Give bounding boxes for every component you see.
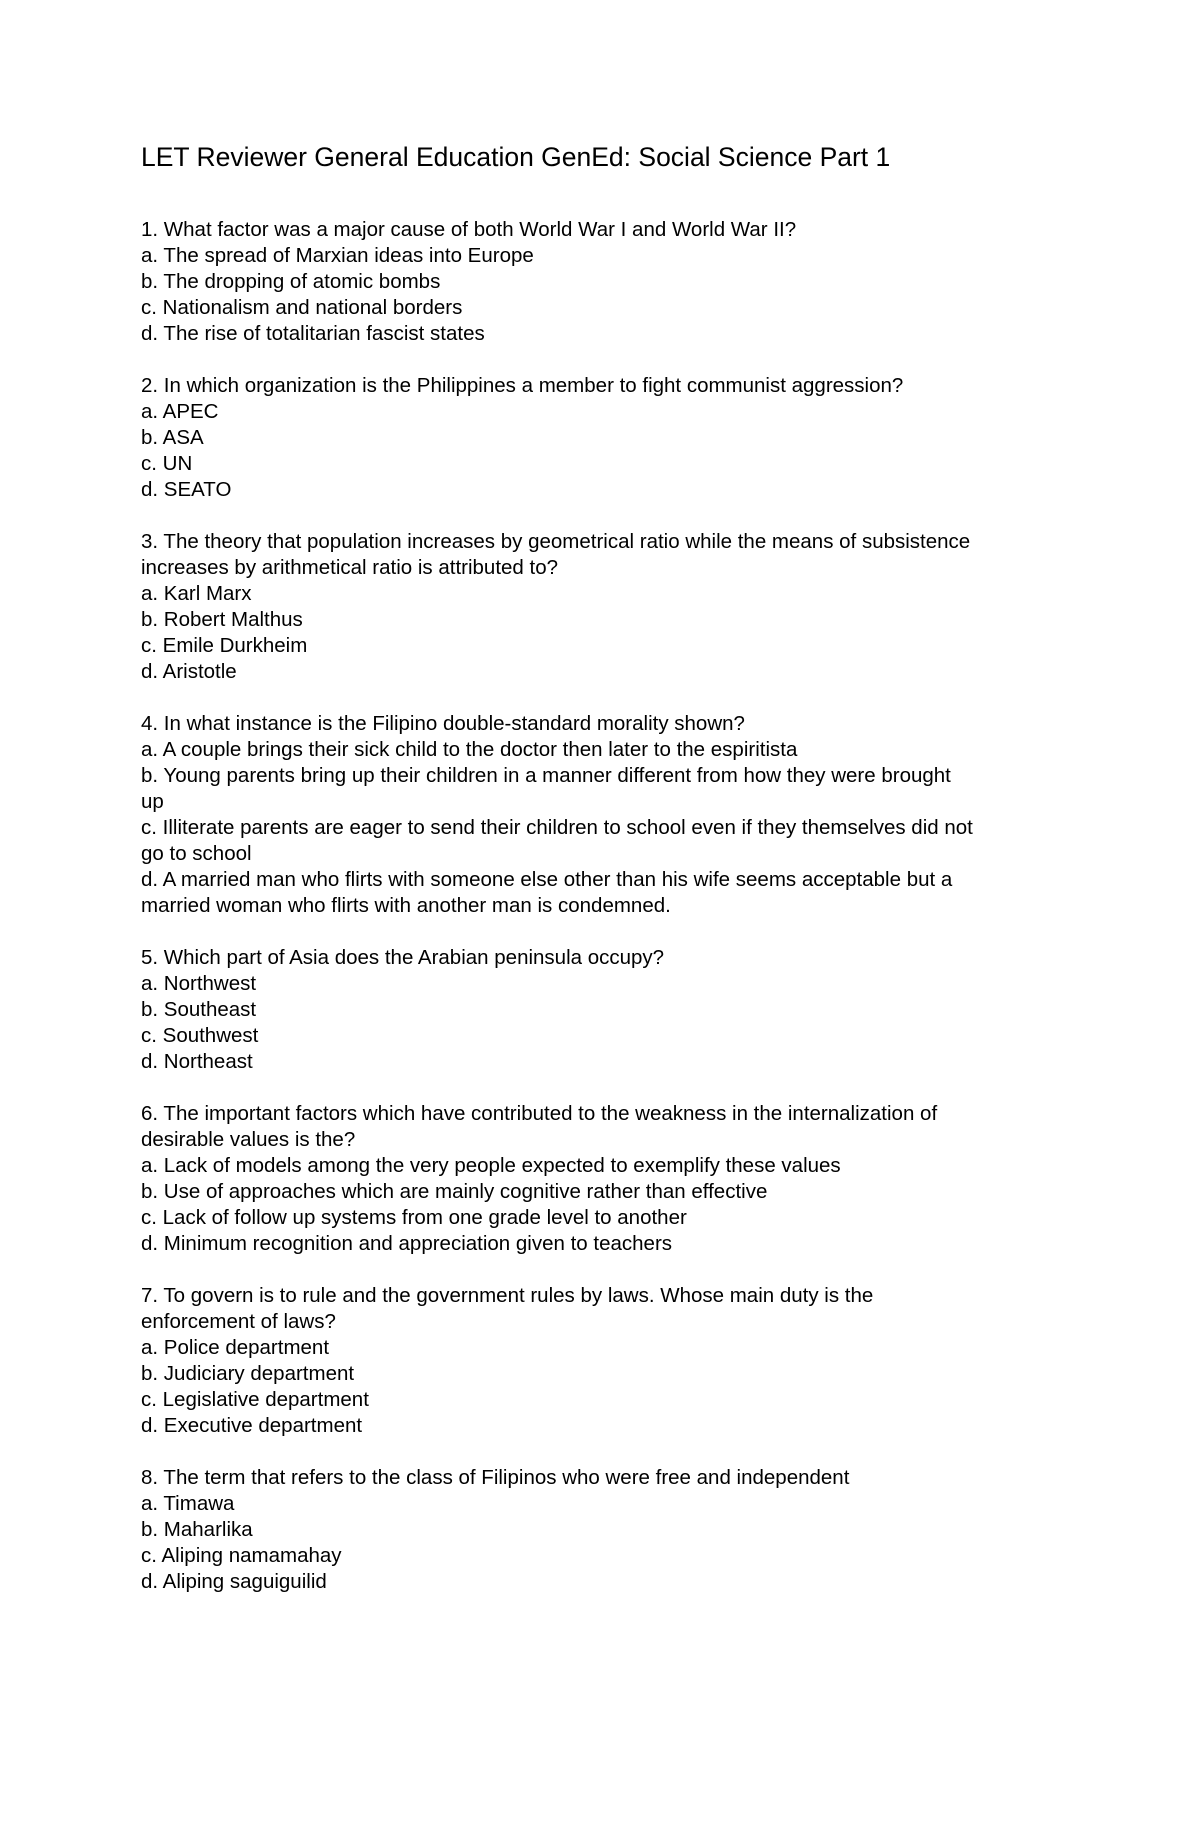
answer-option: c. Nationalism and national borders bbox=[141, 296, 463, 319]
question-text: 3. The theory that population increases by geometrical ratio while the means of subsistence bbox=[141, 530, 971, 553]
question-text: 7. To govern is to rule and the government rules by laws. Whose main duty is the bbox=[141, 1284, 874, 1307]
answer-option: d. Executive department bbox=[141, 1414, 363, 1437]
answer-option: c. Illiterate parents are eager to send their children to school even if they themselves did not bbox=[141, 816, 973, 839]
question-text: 6. The important factors which have contributed to the weakness in the internalization of bbox=[141, 1102, 938, 1125]
answer-option: b. The dropping of atomic bombs bbox=[141, 270, 441, 293]
question-text: increases by arithmetical ratio is attributed to? bbox=[141, 556, 559, 579]
question-text: enforcement of laws? bbox=[141, 1310, 336, 1333]
question-text: 2. In which organization is the Philippines a member to fight communist aggression? bbox=[141, 374, 904, 397]
answer-option: a. Northwest bbox=[141, 972, 257, 995]
answer-option: b. Use of approaches which are mainly cognitive rather than effective bbox=[141, 1180, 768, 1203]
question-text: 5. Which part of Asia does the Arabian peninsula occupy? bbox=[141, 946, 665, 969]
document-title: LET Reviewer General Education GenEd: Social Science Part 1 bbox=[141, 142, 891, 172]
question-4 bbox=[141, 711, 1081, 919]
question-text: 4. In what instance is the Filipino double-standard morality shown? bbox=[141, 712, 745, 735]
answer-option: up bbox=[141, 790, 164, 813]
answer-option: c. UN bbox=[141, 452, 193, 475]
document-page bbox=[141, 140, 1081, 1621]
answer-option: b. Judiciary department bbox=[141, 1362, 355, 1385]
answer-option: b. Maharlika bbox=[141, 1518, 253, 1541]
answer-option: c. Emile Durkheim bbox=[141, 634, 308, 657]
answer-option: go to school bbox=[141, 842, 252, 865]
question-7 bbox=[141, 1283, 1081, 1439]
answer-option: married woman who flirts with another man is condemned. bbox=[141, 894, 671, 917]
answer-option: d. SEATO bbox=[141, 478, 232, 501]
answer-option: d. Minimum recognition and appreciation given to teachers bbox=[141, 1232, 673, 1255]
question-1 bbox=[141, 217, 1081, 347]
answer-option: c. Aliping namamahay bbox=[141, 1544, 342, 1567]
answer-option: d. Northeast bbox=[141, 1050, 253, 1073]
question-3 bbox=[141, 529, 1081, 685]
answer-option: c. Lack of follow up systems from one grade level to another bbox=[141, 1206, 687, 1229]
answer-option: a. Lack of models among the very people expected to exemplify these values bbox=[141, 1154, 841, 1177]
answer-option: c. Southwest bbox=[141, 1024, 259, 1047]
answer-option: b. Robert Malthus bbox=[141, 608, 303, 631]
answer-option: b. Southeast bbox=[141, 998, 257, 1021]
answer-option: c. Legislative department bbox=[141, 1388, 369, 1411]
answer-option: a. Timawa bbox=[141, 1492, 235, 1515]
answer-option: d. A married man who flirts with someone else other than his wife seems acceptable but a bbox=[141, 868, 953, 891]
answer-option: a. Karl Marx bbox=[141, 582, 252, 605]
answer-option: a. The spread of Marxian ideas into Europe bbox=[141, 244, 534, 267]
question-5 bbox=[141, 945, 1081, 1075]
question-6 bbox=[141, 1101, 1081, 1257]
question-text: 8. The term that refers to the class of Filipinos who were free and independent bbox=[141, 1466, 850, 1489]
answer-option: d. Aliping saguiguilid bbox=[141, 1570, 327, 1593]
answer-option: b. Young parents bring up their children in a manner different from how they were brought bbox=[141, 764, 951, 787]
answer-option: d. Aristotle bbox=[141, 660, 237, 683]
answer-option: d. The rise of totalitarian fascist states bbox=[141, 322, 485, 345]
answer-option: a. APEC bbox=[141, 400, 219, 423]
answer-option: a. Police department bbox=[141, 1336, 330, 1359]
question-2 bbox=[141, 373, 1081, 503]
question-text: desirable values is the? bbox=[141, 1128, 356, 1151]
question-8 bbox=[141, 1465, 1081, 1595]
question-text: 1. What factor was a major cause of both World War I and World War II? bbox=[141, 218, 797, 241]
answer-option: a. A couple brings their sick child to the doctor then later to the espiritista bbox=[141, 738, 798, 761]
answer-option: b. ASA bbox=[141, 426, 204, 449]
